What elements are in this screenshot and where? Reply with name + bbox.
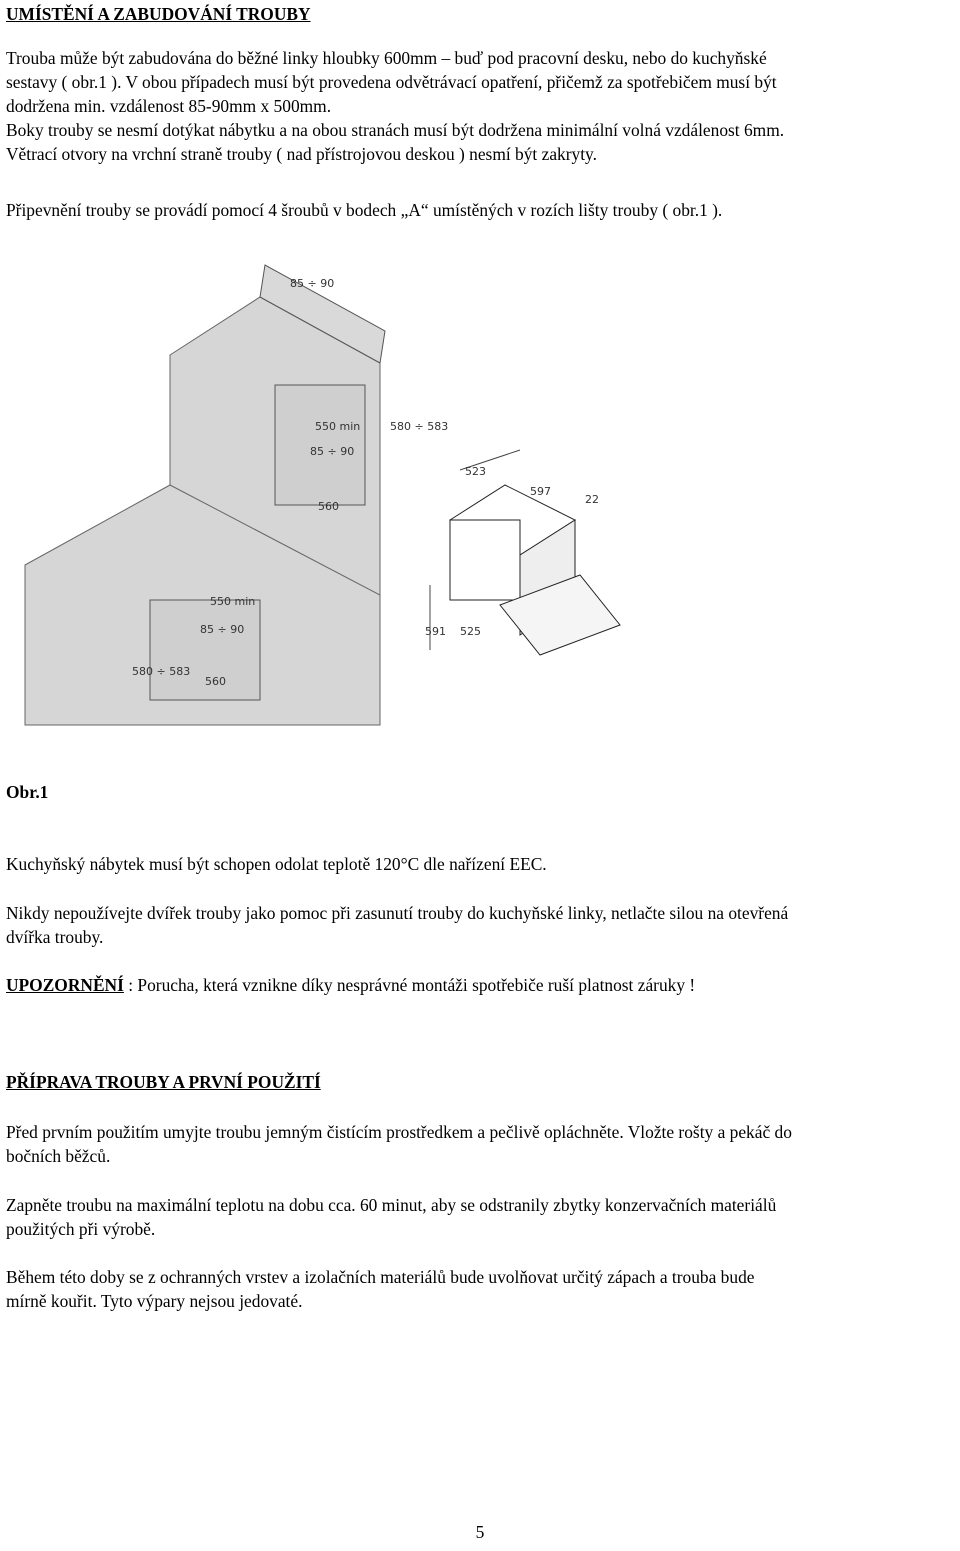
dim-low-gap: 85 ÷ 90 bbox=[200, 623, 245, 636]
dim-oven-height: 591 bbox=[425, 625, 446, 638]
text-line: použitých při výrobě. bbox=[6, 1219, 156, 1239]
warning-text: : Porucha, která vznikne díky nesprávné montáži spotřebiče ruší platnost záruky ! bbox=[123, 975, 696, 995]
dim-oven-depth2: 525 bbox=[460, 625, 481, 638]
text-line: Nikdy nepoužívejte dvířek trouby jako pomoc při zasunutí trouby do kuchyňské linky, netlačte silou na otevřená bbox=[6, 903, 789, 923]
warning-label: UPOZORNĚNÍ bbox=[6, 975, 124, 995]
text-line: Větrací otvory na vrchní straně trouby ( nad přístrojovou deskou ) nesmí být zakryty. bbox=[6, 144, 597, 164]
door-paragraph bbox=[6, 901, 956, 949]
dim-tall-gap: 85 ÷ 90 bbox=[310, 445, 355, 458]
heating-paragraph bbox=[6, 1193, 956, 1241]
dim-tall-depth: 560 bbox=[318, 500, 339, 513]
text-line: dvířka trouby. bbox=[6, 927, 104, 947]
text-line: Trouba může být zabudována do běžné linky hloubky 600mm – buď pod pracovní desku, nebo do kuchyňské bbox=[6, 48, 767, 68]
page-number: 5 bbox=[475, 1522, 485, 1542]
text-line: dodržena min. vzdálenost 85-90mm x 500mm. bbox=[6, 96, 332, 116]
dim-tall-side: 580 ÷ 583 bbox=[390, 420, 449, 433]
mounting-paragraph: Připevnění trouby se provádí pomocí 4 šroubů v bodech „A“ umístěných v rozích lišty trouby ( obr.1 ). bbox=[6, 200, 723, 220]
figure-caption: Obr.1 bbox=[6, 782, 49, 802]
dim-low-side: 580 ÷ 583 bbox=[132, 665, 191, 678]
text-line: bočních běžců. bbox=[6, 1146, 111, 1166]
dim-low-depth: 560 bbox=[205, 675, 226, 688]
warning-paragraph bbox=[6, 973, 956, 997]
text-line: Boky trouby se nesmí dotýkat nábytku a na obou stranách musí být dodržena minimální volná vzdálenost 6mm. bbox=[6, 120, 785, 140]
furniture-paragraph: Kuchyňský nábytek musí být schopen odolat teplotě 120°C dle nařízení EEC. bbox=[6, 854, 547, 874]
section-heading-preparation: PŘÍPRAVA TROUBY A PRVNÍ POUŽITÍ bbox=[6, 1072, 321, 1092]
dim-oven-width2: 597 bbox=[530, 485, 551, 498]
dim-tall-width: 550 min bbox=[315, 420, 361, 433]
dim-oven-depth: 22 bbox=[585, 493, 599, 506]
text-line: Zapněte troubu na maximální teplotu na dobu cca. 60 minut, aby se odstranily zbytky konzervačních materiálů bbox=[6, 1195, 777, 1215]
section-heading-installation: UMÍSTĚNÍ A ZABUDOVÁNÍ TROUBY bbox=[6, 4, 311, 24]
installation-paragraph bbox=[6, 46, 956, 166]
smell-paragraph bbox=[6, 1265, 956, 1313]
text-line: Před prvním použitím umyjte troubu jemným čistícím prostředkem a pečlivě opláchněte. Vložte rošty a pekáč do bbox=[6, 1122, 792, 1142]
dim-oven-width: 523 bbox=[465, 465, 486, 478]
text-line: Během této doby se z ochranných vrstev a izolačních materiálů bude uvolňovat určitý zápach a trouba bude bbox=[6, 1267, 755, 1287]
text-line: mírně kouřit. Tyto výpary nejsou jedovaté. bbox=[6, 1291, 303, 1311]
installation-diagram bbox=[20, 255, 640, 735]
cleaning-paragraph bbox=[6, 1120, 956, 1168]
text-line: sestavy ( obr.1 ). V obou případech musí být provedena odvětrávací opatření, přičemž za spotřebičem musí být bbox=[6, 72, 777, 92]
dim-low-width: 550 min bbox=[210, 595, 256, 608]
dim-tall-top: 85 ÷ 90 bbox=[290, 277, 335, 290]
